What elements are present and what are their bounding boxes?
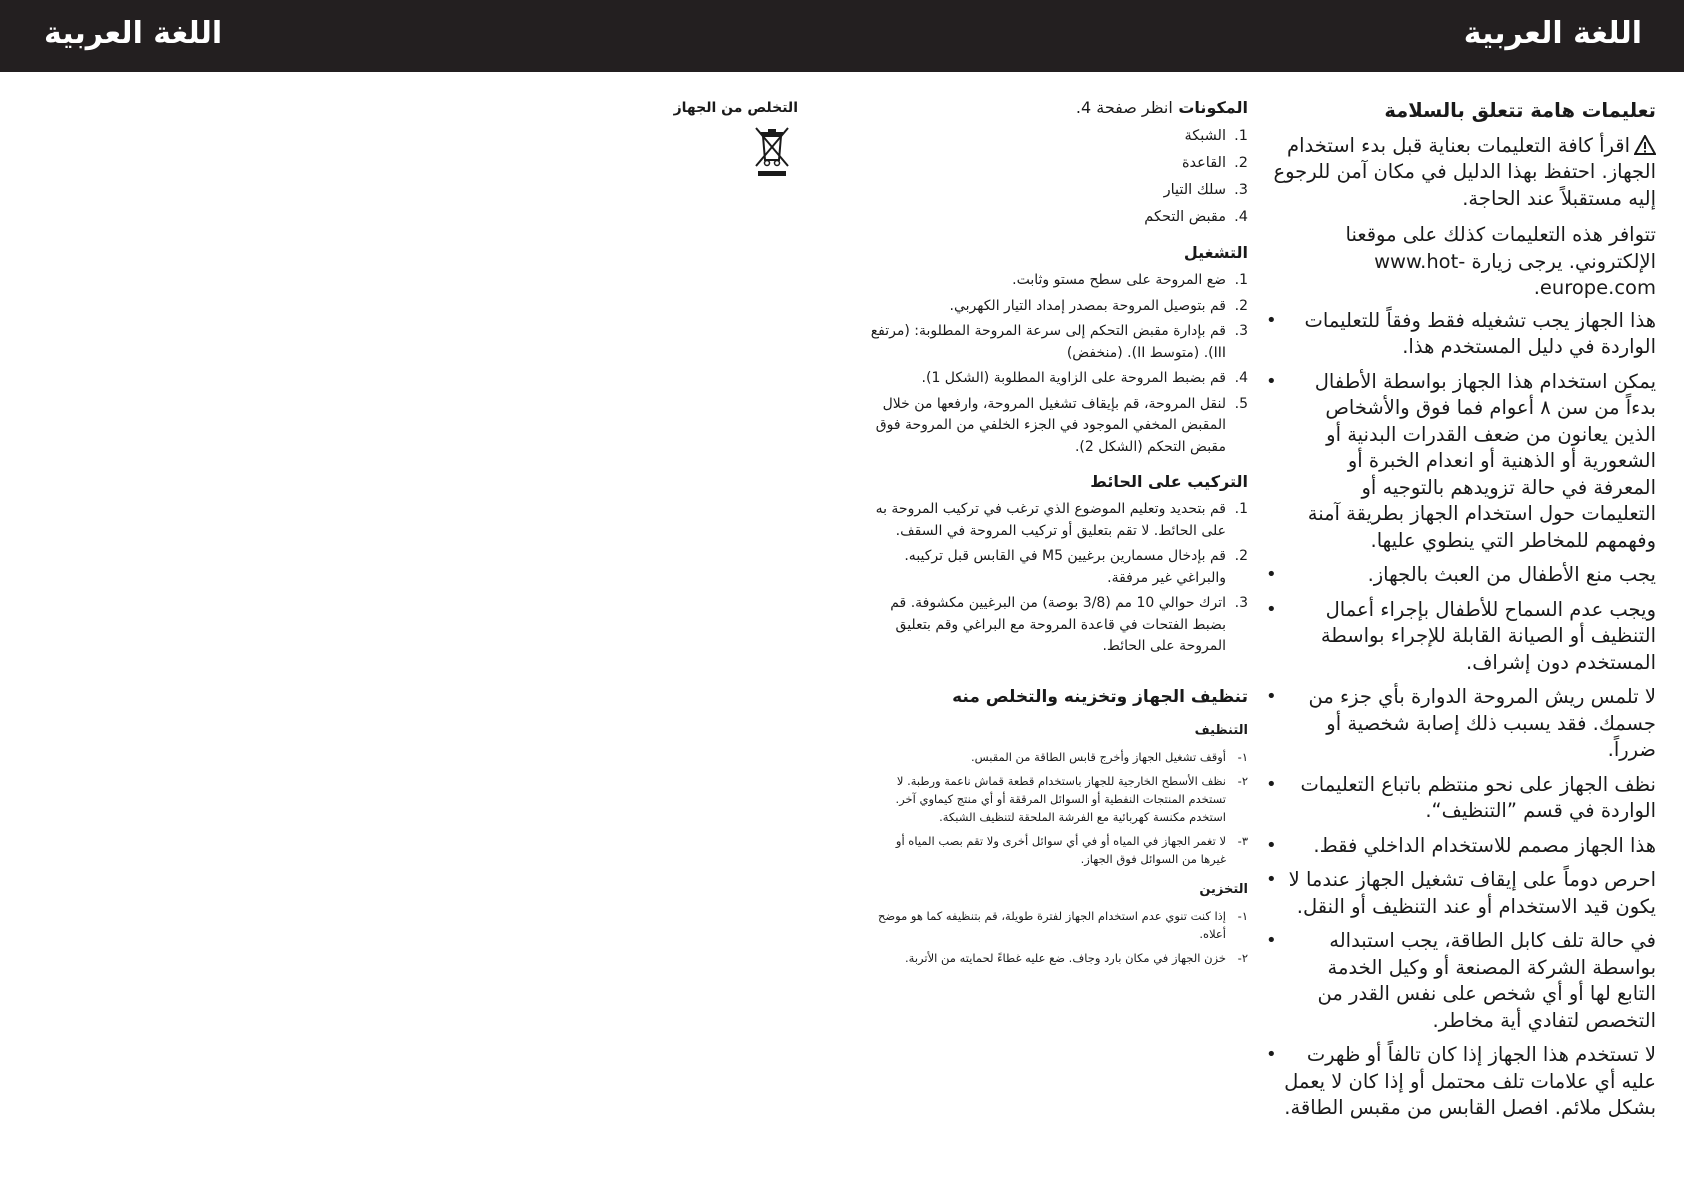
- list-item: [870, 296, 1248, 318]
- item-text: القاعدة: [1181, 155, 1226, 171]
- item-text: نظف الأسطح الخارجية للجهاز باستخدام قطعة قماش ناعمة ورطبة. لا تستخدم المنتجات النفطية أو السوائل المرققة أو أي منتج كيماوي آخر. استخدم مكنسة كهربائية مع الفرشة الملحقة لتنظيف الشبكة.: [895, 773, 1226, 824]
- list-item: [870, 907, 1248, 943]
- operation-title: التشغيل: [1183, 243, 1248, 262]
- item-number: ٢-: [1237, 950, 1248, 965]
- item-number: 4.: [1234, 370, 1248, 386]
- list-item: [870, 125, 1248, 148]
- item-text: لنقل المروحة، قم بإيقاف تشغيل المروحة، وارفعها من خلال المقبض المخفي الموجود في الجزء الخلفي من المروحة فوق مقبض التحكم (الشكل 2).: [875, 395, 1226, 455]
- list-item: [870, 368, 1248, 390]
- safety-intro-text: اقرأ كافة التعليمات بعناية قبل بدء استخدام الجهاز. احتفظ بهذا الدليل في مكان آمن للرجوع إليه مستقبلاً عند الحاجة.: [1273, 133, 1656, 210]
- list-item: [870, 321, 1248, 364]
- header-bar: [0, 0, 1684, 72]
- list-item: [870, 206, 1248, 229]
- list-item: في حالة تلف كابل الطاقة، يجب استبداله بواسطة الشركة المصنعة أو وكيل الخدمة التابع لها أو أي شخص على نفس القدر من التخصص لتفادي أية مخاطر. •: [1262, 928, 1656, 1034]
- cleaning-title: التنظيف: [1194, 722, 1248, 738]
- header-title-left: اللغة العربية: [44, 16, 223, 51]
- list-item: [870, 546, 1248, 589]
- safety-online-text: تتوافر هذه التعليمات كذلك على موقعنا الإلكتروني. يرجى زيارة: [1345, 223, 1656, 273]
- item-text: اترك حوالي 10 مم (3/8 بوصة) من البرغيين مكشوفة. قم بضبط الفتحات في قاعدة المروحة مع البراغي وقم بتعليق المروحة على الحائط.: [890, 595, 1226, 654]
- wall-mount-list: [870, 499, 1248, 658]
- item-number: 4.: [1234, 209, 1248, 225]
- website-url: www.hot-europe.com: [1374, 249, 1656, 299]
- safety-intro: [1262, 133, 1656, 213]
- item-number: 2.: [1234, 297, 1248, 314]
- storage-list: [870, 907, 1248, 967]
- item-text: خزن الجهاز في مكان بارد وجاف. ضع عليه غطاءً لحمايته من الأتربة.: [905, 950, 1226, 965]
- item-number: 3.: [1234, 323, 1248, 339]
- item-text: قم بتوصيل المروحة بمصدر إمداد التيار الكهربي.: [949, 297, 1226, 314]
- item-text: قم بإدخال مسمارين برغيين M5 في القابس قبل تركيبه. والبراغي غير مرفقة.: [904, 548, 1226, 586]
- list-item: [870, 270, 1248, 292]
- item-number: 1.: [1234, 501, 1248, 517]
- components-see-page: انظر صفحة 4.: [1075, 98, 1173, 117]
- cleaning-storage-title: تنظيف الجهاز وتخزينه والتخلص منه: [952, 686, 1248, 707]
- components-heading: [870, 96, 1248, 119]
- weee-crossed-bin-icon: [752, 126, 792, 178]
- item-number: ١-: [1237, 908, 1248, 923]
- components-title: المكونات: [1178, 98, 1248, 117]
- list-item: هذا الجهاز يجب تشغيله فقط وفقاً للتعليمات الواردة في دليل المستخدم هذا. •: [1262, 308, 1656, 361]
- warning-icon: [1634, 135, 1656, 155]
- item-text: قم بتحديد وتعليم الموضوع الذي ترغب في تركيب المروحة به على الحائط. لا تقم بتعليق أو تركيب المروحة في السقف.: [875, 501, 1226, 539]
- item-text: إذا كنت تنوي عدم استخدام الجهاز لفترة طويلة، قم بتنظيفه كما هو موضح أعلاه.: [877, 908, 1226, 941]
- item-number: 5.: [1234, 395, 1248, 412]
- list-item: [870, 748, 1248, 766]
- item-number: ٣-: [1237, 833, 1248, 848]
- list-item: [870, 499, 1248, 542]
- list-item: [870, 179, 1248, 202]
- item-number: 1.: [1234, 272, 1248, 288]
- item-number: ٢-: [1237, 773, 1248, 788]
- disposal-column: [660, 98, 798, 178]
- safety-title: تعليمات هامة تتعلق بالسلامة: [1384, 99, 1656, 122]
- list-item: [870, 152, 1248, 175]
- item-number: 3.: [1234, 595, 1248, 611]
- storage-title: التخزين: [1199, 881, 1248, 897]
- list-item: لا تستخدم هذا الجهاز إذا كان تالفاً أو ظهرت عليه أي علامات تلف محتمل أو إذا كان لا يعمل بشكل ملائم. افصل القابس من مقبس الطاقة. •: [1262, 1042, 1656, 1122]
- list-item: لا تلمس ريش المروحة الدوارة بأي جزء من جسمك. فقد يسبب ذلك إصابة شخصية أو ضرراً. •: [1262, 684, 1656, 764]
- list-item: [870, 394, 1248, 459]
- list-item: [870, 949, 1248, 967]
- wall-mount-title: التركيب على الحائط: [1090, 472, 1248, 491]
- item-text: مقبض التحكم: [1144, 209, 1226, 225]
- item-number: 2.: [1234, 548, 1248, 564]
- list-item: [870, 832, 1248, 868]
- list-item: [870, 593, 1248, 658]
- item-text: أوقف تشغيل الجهاز وأخرج قابس الطاقة من المقبس.: [970, 749, 1226, 764]
- item-number: ١-: [1237, 749, 1248, 764]
- list-item: ويجب عدم السماح للأطفال بإجراء أعمال التنظيف أو الصيانة القابلة للإجراء بواسطة المستخدم دون إشراف. •: [1262, 597, 1656, 677]
- item-text: ضع المروحة على سطح مستو وثابت.: [1012, 272, 1226, 288]
- list-item: نظف الجهاز على نحو منتظم باتباع التعليمات الواردة في قسم ”التنظيف“. •: [1262, 772, 1656, 825]
- item-text: سلك التيار: [1163, 182, 1226, 198]
- list-item: احرص دوماً على إيقاف تشغيل الجهاز عندما لا يكون قيد الاستخدام أو عند التنظيف أو النقل. •: [1262, 867, 1656, 920]
- item-number: 2.: [1234, 155, 1248, 171]
- item-text: قم بضبط المروحة على الزاوية المطلوبة (الشكل 1).: [921, 370, 1226, 386]
- header-title-right: اللغة العربية: [1463, 16, 1642, 51]
- safety-bullets: [1262, 308, 1656, 1122]
- item-text: قم بإدارة مقبض التحكم إلى سرعة المروحة المطلوبة: (مرتفع III). (متوسط II). (منخفض): [870, 323, 1226, 361]
- cleaning-list: [870, 748, 1248, 868]
- list-item: يجب منع الأطفال من العبث بالجهاز. •: [1262, 562, 1656, 589]
- item-number: 3.: [1234, 182, 1248, 198]
- list-item: يمكن استخدام هذا الجهاز بواسطة الأطفال بدءاً من سن ٨ أعوام فما فوق والأشخاص الذين يعانون من ضعف القدرات البدنية أو الشعورية أو الذهنية أو انعدام الخبرة أو المعرفة في حالة تزويدهم بالتوجيه أو التعليمات حول استخدام الجهاز بطريقة آمنة وفهمهم للمخاطر التي ينطوي عليها. •: [1262, 369, 1656, 555]
- list-item: [870, 772, 1248, 826]
- disposal-title: التخلص من الجهاز: [673, 100, 798, 116]
- list-item: هذا الجهاز مصمم للاستخدام الداخلي فقط. •: [1262, 833, 1656, 860]
- components-list: [870, 125, 1248, 229]
- safety-online: تتوافر هذه التعليمات كذلك على موقعنا الإلكتروني. يرجى زيارة www.hot-europe.com.: [1345, 223, 1656, 299]
- item-text: لا تغمر الجهاز في المياه أو في أي سوائل أخرى ولا تقم بصب المياه أو غيرها من السوائل فوق الجهاز.: [895, 833, 1226, 866]
- safety-column: [1262, 98, 1656, 1130]
- instructions-column: [870, 96, 1248, 977]
- item-number: 1.: [1234, 128, 1248, 144]
- operation-list: [870, 270, 1248, 458]
- item-text: الشبكة: [1184, 128, 1226, 144]
